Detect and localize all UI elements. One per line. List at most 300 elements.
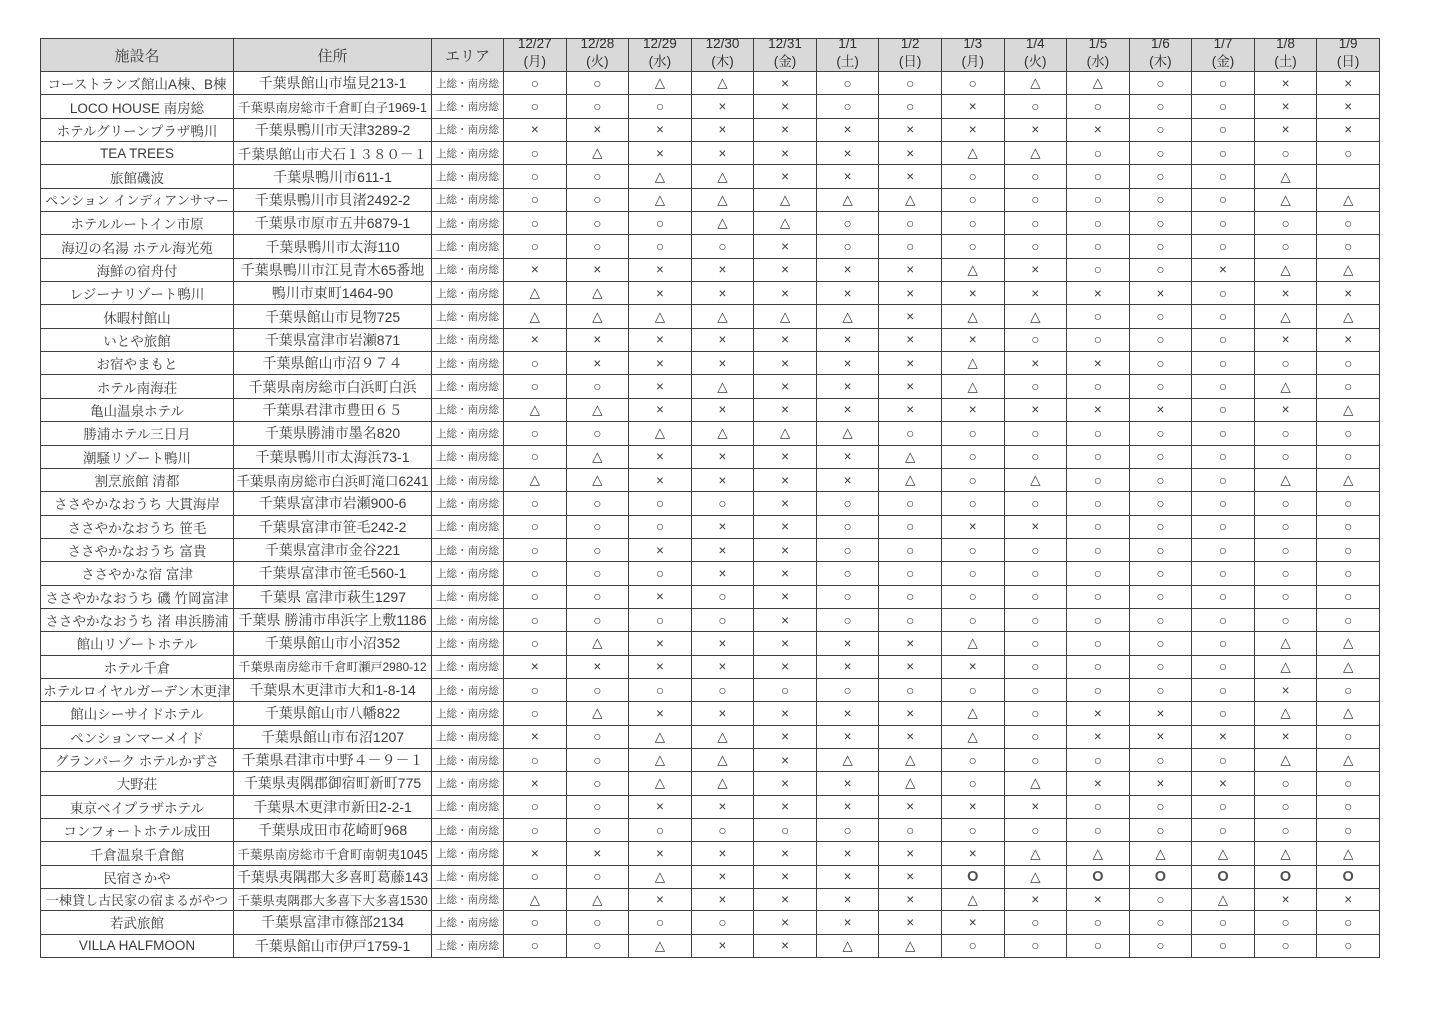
- availability-cell: △: [629, 422, 692, 445]
- availability-cell: ×: [754, 842, 817, 865]
- facility-name-cell: [41, 842, 234, 865]
- facility-name-cell-text: ペンション インディアンサマー: [45, 193, 229, 209]
- availability-cell: ×: [754, 118, 817, 141]
- availability-cell: ×: [691, 538, 754, 561]
- area-cell-text: 上総・南房総: [436, 497, 499, 510]
- availability-cell: ×: [1317, 328, 1380, 351]
- availability-cell: ×: [754, 608, 817, 631]
- availability-cell: ○: [1004, 585, 1067, 608]
- availability-cell: ○: [1067, 375, 1130, 398]
- availability-cell: ×: [629, 468, 692, 491]
- facility-name-cell-text: レジーナリゾート鴨川: [69, 287, 205, 303]
- availability-cell: ×: [879, 842, 942, 865]
- availability-cell: ×: [691, 865, 754, 888]
- availability-cell: ○: [1129, 934, 1192, 957]
- day-of-week-label: (月): [523, 54, 547, 69]
- availability-cell: ○: [1192, 282, 1255, 305]
- availability-cell: ×: [629, 375, 692, 398]
- availability-cell: △: [1192, 842, 1255, 865]
- address-cell-text: 千葉県館山市伊戸1759-1: [254, 937, 411, 954]
- date-label: 1/8: [1276, 38, 1295, 51]
- availability-cell: ○: [1129, 95, 1192, 118]
- date-header: [1254, 39, 1317, 72]
- area-cell-text: 上総・南房総: [436, 521, 499, 534]
- availability-cell: △: [504, 468, 567, 491]
- availability-cell: △: [691, 305, 754, 328]
- availability-cell: ×: [629, 282, 692, 305]
- facility-name-cell: [41, 865, 234, 888]
- availability-cell: ×: [754, 72, 817, 95]
- availability-cell: ○: [879, 515, 942, 538]
- facility-row: [41, 562, 1380, 585]
- availability-cell: ×: [1004, 515, 1067, 538]
- area-cell-text: 上総・南房総: [436, 916, 499, 929]
- availability-cell: ○: [816, 819, 879, 842]
- facility-row: [41, 142, 1380, 165]
- availability-cell: ○: [1004, 748, 1067, 771]
- facility-name-cell: [41, 655, 234, 678]
- availability-cell: △: [941, 352, 1004, 375]
- availability-cell: ○: [1129, 422, 1192, 445]
- availability-cell: ×: [629, 585, 692, 608]
- availability-cell: ○: [1129, 235, 1192, 258]
- address-cell: [234, 842, 432, 865]
- area-cell-text: 上総・南房総: [436, 684, 499, 697]
- availability-cell: ○: [1129, 795, 1192, 818]
- availability-cell: ○: [629, 235, 692, 258]
- area-cell: [432, 398, 504, 421]
- address-cell-text: 千葉県鴨川市江見青木65番地: [240, 261, 425, 278]
- day-of-week-label: (月): [961, 54, 984, 69]
- area-cell-text: 上総・南房総: [436, 754, 499, 767]
- availability-cell: O: [1317, 865, 1380, 888]
- area-cell-text: 上総・南房総: [436, 707, 499, 720]
- availability-cell: ○: [1192, 445, 1255, 468]
- availability-cell: △: [816, 305, 879, 328]
- availability-cell: △: [1254, 702, 1317, 725]
- availability-cell: ×: [629, 352, 692, 375]
- availability-cell: ○: [879, 819, 942, 842]
- facility-name-cell: [41, 305, 234, 328]
- availability-cell: ○: [504, 445, 567, 468]
- availability-cell: ○: [1192, 492, 1255, 515]
- availability-cell: ×: [1317, 118, 1380, 141]
- availability-cell: ×: [879, 889, 942, 911]
- facility-row: [41, 795, 1380, 818]
- address-cell: [234, 235, 432, 258]
- availability-cell: ○: [1192, 655, 1255, 678]
- availability-cell: ○: [1192, 585, 1255, 608]
- availability-cell: ○: [566, 819, 629, 842]
- facility-name-cell: [41, 585, 234, 608]
- availability-cell: ○: [1067, 515, 1130, 538]
- availability-cell: ○: [1067, 212, 1130, 235]
- address-cell: [234, 865, 432, 888]
- availability-cell: ×: [1254, 118, 1317, 141]
- availability-cell: ○: [1192, 188, 1255, 211]
- area-cell: [432, 258, 504, 281]
- availability-cell: ○: [816, 95, 879, 118]
- availability-cell: ○: [1192, 562, 1255, 585]
- area-cell: [432, 725, 504, 748]
- availability-cell: ○: [504, 702, 567, 725]
- availability-cell: ○: [504, 865, 567, 888]
- area-cell: [432, 282, 504, 305]
- availability-cell: ×: [629, 142, 692, 165]
- availability-cell: ○: [1067, 422, 1130, 445]
- availability-cell: ○: [1192, 608, 1255, 631]
- address-cell: [234, 934, 432, 957]
- availability-cell: ○: [1192, 748, 1255, 771]
- availability-cell: △: [566, 398, 629, 421]
- availability-cell: ×: [504, 118, 567, 141]
- availability-cell: ○: [1129, 305, 1192, 328]
- address-cell: [234, 258, 432, 281]
- availability-cell: ○: [1004, 188, 1067, 211]
- availability-cell: ×: [1004, 118, 1067, 141]
- availability-cell: ○: [1192, 95, 1255, 118]
- availability-cell: ○: [941, 819, 1004, 842]
- availability-cell: △: [1317, 258, 1380, 281]
- availability-cell: ×: [691, 842, 754, 865]
- address-cell-text: 千葉県館山市八幡822: [264, 705, 401, 722]
- availability-cell: △: [1254, 188, 1317, 211]
- address-cell: [234, 72, 432, 95]
- availability-cell: ○: [1067, 235, 1130, 258]
- area-cell: [432, 748, 504, 771]
- table-header: [41, 39, 1380, 72]
- availability-cell: ○: [1004, 422, 1067, 445]
- availability-cell: △: [504, 305, 567, 328]
- day-of-week-label: (金): [773, 54, 797, 69]
- availability-cell: ○: [1192, 352, 1255, 375]
- address-cell-text: 千葉県南房総市千倉町瀬戸2980-12: [238, 660, 427, 675]
- availability-cell: △: [691, 165, 754, 188]
- address-cell-text: 千葉県夷隅郡御宿町新町775: [243, 775, 422, 792]
- availability-cell: ○: [1067, 258, 1130, 281]
- availability-cell: ×: [1004, 282, 1067, 305]
- availability-cell: ○: [1067, 934, 1130, 957]
- area-cell: [432, 352, 504, 375]
- address-cell-text: 千葉県勝浦市墨名820: [264, 425, 401, 442]
- facility-name-cell-text: ホテルグリーンプラザ鴨川: [56, 123, 218, 139]
- availability-cell: △: [1004, 72, 1067, 95]
- availability-cell: ×: [1067, 702, 1130, 725]
- availability-cell: ×: [1004, 889, 1067, 911]
- availability-cell: ○: [1004, 235, 1067, 258]
- availability-cell: ×: [879, 398, 942, 421]
- facility-row: [41, 118, 1380, 141]
- facility-row: [41, 772, 1380, 795]
- availability-cell: △: [1067, 842, 1130, 865]
- availability-cell: ×: [691, 142, 754, 165]
- availability-cell: ×: [691, 282, 754, 305]
- address-cell-text: 千葉県館山市沼９７４: [262, 355, 403, 372]
- facility-row: [41, 492, 1380, 515]
- availability-cell: △: [879, 188, 942, 211]
- availability-cell: ×: [1254, 328, 1317, 351]
- availability-cell: ×: [941, 911, 1004, 934]
- facility-name-cell-text: 一棟貸し古民家の宿まるがやつ: [45, 893, 228, 909]
- availability-cell: ×: [691, 632, 754, 655]
- facility-name-cell: [41, 702, 234, 725]
- availability-cell: ×: [629, 655, 692, 678]
- availability-cell: △: [879, 772, 942, 795]
- availability-cell: ×: [1129, 772, 1192, 795]
- availability-cell: ○: [1254, 212, 1317, 235]
- address-cell-text: 千葉県富津市笹毛242-2: [258, 518, 407, 535]
- availability-cell: ○: [879, 562, 942, 585]
- facility-name-cell-text: コンフォートホテル成田: [63, 824, 211, 840]
- address-cell: [234, 282, 432, 305]
- availability-cell: ○: [504, 795, 567, 818]
- availability-cell: △: [754, 188, 817, 211]
- facility-name-cell-text: ささやかなおうち 大貫海岸: [54, 497, 220, 513]
- date-header: [754, 39, 817, 72]
- area-cell: [432, 468, 504, 491]
- availability-cell: ×: [941, 655, 1004, 678]
- availability-cell: ×: [816, 468, 879, 491]
- area-cell-text: 上総・南房総: [436, 801, 499, 814]
- availability-cell: ○: [566, 212, 629, 235]
- availability-cell: ×: [879, 632, 942, 655]
- facility-name-cell: [41, 678, 234, 701]
- availability-cell: △: [1317, 398, 1380, 421]
- col-header-area: エリア: [432, 39, 504, 72]
- availability-cell: ○: [941, 678, 1004, 701]
- availability-cell: ○: [1067, 328, 1130, 351]
- facility-name-cell-text: ささやかなおうち 渚 串浜勝浦: [45, 614, 229, 630]
- facility-row: [41, 398, 1380, 421]
- date-header: [816, 39, 879, 72]
- address-cell: [234, 352, 432, 375]
- facility-name-cell-text: ホテルルートイン市原: [70, 217, 204, 233]
- facility-name-cell-text: 海辺の名湯 ホテル海光苑: [61, 240, 213, 256]
- date-header: [1317, 39, 1380, 72]
- availability-cell: ○: [1129, 655, 1192, 678]
- availability-cell: ○: [1004, 725, 1067, 748]
- availability-cell: ○: [566, 795, 629, 818]
- availability-cell: △: [691, 748, 754, 771]
- availability-cell: ○: [504, 352, 567, 375]
- address-cell-text: 千葉県富津市篠部2134: [260, 914, 405, 931]
- facility-row: [41, 235, 1380, 258]
- address-cell: [234, 515, 432, 538]
- address-cell: [234, 562, 432, 585]
- availability-cell: ○: [566, 562, 629, 585]
- facility-name-cell: [41, 492, 234, 515]
- availability-cell: ○: [1067, 445, 1130, 468]
- availability-cell: ×: [816, 725, 879, 748]
- availability-cell: ○: [1192, 468, 1255, 491]
- day-of-week-label: (日): [898, 54, 922, 69]
- availability-cell: ○: [504, 632, 567, 655]
- availability-cell: ○: [816, 562, 879, 585]
- availability-cell: ○: [1192, 702, 1255, 725]
- facility-name-cell-text: 割烹旅館 清都: [94, 474, 180, 490]
- availability-cell: ○: [1317, 352, 1380, 375]
- facility-name-cell: [41, 352, 234, 375]
- availability-cell: ○: [504, 188, 567, 211]
- area-cell: [432, 188, 504, 211]
- area-cell: [432, 632, 504, 655]
- availability-cell: ○: [504, 608, 567, 631]
- availability-cell: ○: [1254, 934, 1317, 957]
- availability-cell: ○: [1129, 118, 1192, 141]
- availability-cell: ×: [1317, 72, 1380, 95]
- availability-cell: ○: [504, 911, 567, 934]
- availability-cell: ○: [879, 72, 942, 95]
- availability-cell: ○: [1192, 632, 1255, 655]
- availability-cell: ○: [566, 608, 629, 631]
- availability-cell: △: [941, 725, 1004, 748]
- availability-cell: ○: [629, 911, 692, 934]
- area-cell: [432, 328, 504, 351]
- availability-cell: △: [566, 445, 629, 468]
- availability-cell: ○: [1192, 375, 1255, 398]
- address-cell-text: 千葉県成田市花崎町968: [257, 822, 408, 839]
- availability-cell: ×: [1254, 889, 1317, 911]
- availability-cell: ○: [1317, 608, 1380, 631]
- facility-name-cell-text: ささやかなおうち 笹毛: [67, 520, 207, 536]
- availability-cell: ○: [816, 212, 879, 235]
- availability-cell: ○: [566, 515, 629, 538]
- availability-cell: ×: [754, 468, 817, 491]
- availability-cell: △: [1254, 748, 1317, 771]
- availability-cell: △: [941, 632, 1004, 655]
- availability-cell: ○: [941, 445, 1004, 468]
- area-cell-text: 上総・南房総: [436, 311, 499, 324]
- availability-cell: O: [1254, 865, 1317, 888]
- availability-cell: ○: [754, 819, 817, 842]
- facility-row: [41, 352, 1380, 375]
- facility-name-cell-text: 亀山温泉ホテル: [90, 403, 184, 419]
- area-cell: [432, 772, 504, 795]
- area-cell: [432, 375, 504, 398]
- availability-cell: ○: [691, 585, 754, 608]
- availability-cell: ○: [566, 235, 629, 258]
- availability-cell: ×: [629, 118, 692, 141]
- availability-cell: ○: [1317, 492, 1380, 515]
- availability-cell: ×: [566, 328, 629, 351]
- availability-cell: ×: [629, 889, 692, 911]
- facility-row: [41, 258, 1380, 281]
- address-cell: [234, 118, 432, 141]
- availability-cell: ×: [754, 95, 817, 118]
- facility-name-cell: [41, 562, 234, 585]
- availability-cell: △: [629, 934, 692, 957]
- availability-cell: ○: [1129, 632, 1192, 655]
- availability-cell: △: [941, 702, 1004, 725]
- area-cell-text: 上総・南房総: [436, 124, 499, 137]
- availability-cell: ○: [566, 678, 629, 701]
- availability-cell: ○: [504, 538, 567, 561]
- address-cell: [234, 398, 432, 421]
- facility-row: [41, 375, 1380, 398]
- availability-cell: ○: [1067, 165, 1130, 188]
- facility-name-cell-text: LOCO HOUSE 南房総: [69, 100, 205, 116]
- area-cell-text: 上総・南房総: [436, 217, 499, 230]
- availability-cell: △: [1317, 702, 1380, 725]
- date-label: 1/3: [963, 38, 983, 51]
- availability-cell: ×: [1067, 772, 1130, 795]
- availability-cell: ×: [816, 865, 879, 888]
- availability-cell: ×: [1317, 282, 1380, 305]
- address-cell-text: 千葉県木更津市大和1-8-14: [249, 682, 416, 699]
- availability-cell: ×: [566, 842, 629, 865]
- availability-cell: ×: [754, 538, 817, 561]
- availability-cell: ×: [816, 258, 879, 281]
- availability-cell: ×: [754, 258, 817, 281]
- availability-cell: ×: [504, 772, 567, 795]
- availability-cell: △: [754, 212, 817, 235]
- availability-cell: ○: [879, 585, 942, 608]
- availability-cell: ×: [754, 375, 817, 398]
- availability-cell: ×: [1129, 725, 1192, 748]
- area-cell-text: 上総・南房総: [436, 171, 499, 184]
- date-header: [879, 39, 942, 72]
- facility-row: [41, 538, 1380, 561]
- availability-cell: ×: [754, 632, 817, 655]
- availability-cell: ×: [879, 305, 942, 328]
- availability-cell: ×: [1254, 678, 1317, 701]
- availability-cell: ×: [1317, 95, 1380, 118]
- availability-cell: ×: [816, 375, 879, 398]
- availability-cell: ×: [754, 865, 817, 888]
- availability-cell: ○: [1192, 538, 1255, 561]
- area-cell-text: 上総・南房総: [436, 591, 499, 604]
- availability-cell: ×: [1129, 398, 1192, 421]
- area-cell-text: 上総・南房総: [436, 940, 499, 953]
- address-cell: [234, 328, 432, 351]
- availability-cell: ○: [504, 515, 567, 538]
- availability-cell: ○: [1254, 608, 1317, 631]
- availability-cell: ○: [1129, 328, 1192, 351]
- availability-cell: ×: [816, 889, 879, 911]
- availability-cell: ○: [504, 212, 567, 235]
- availability-cell: ×: [1004, 795, 1067, 818]
- availability-cell: ×: [879, 795, 942, 818]
- availability-cell: ○: [1129, 375, 1192, 398]
- availability-cell: ×: [629, 398, 692, 421]
- availability-cell: ×: [1067, 352, 1130, 375]
- col-header-facility-name: 施設名: [41, 39, 234, 72]
- address-cell-text: 千葉県君津市豊田６５: [262, 401, 403, 418]
- address-cell-text: 千葉県 富津市萩生1297: [258, 588, 407, 605]
- availability-cell: ○: [1317, 235, 1380, 258]
- availability-cell: ○: [941, 772, 1004, 795]
- availability-cell: △: [629, 748, 692, 771]
- area-cell-text: 上総・南房総: [436, 871, 499, 884]
- area-cell-text: 上総・南房総: [436, 241, 499, 254]
- area-cell-text: 上総・南房総: [436, 194, 499, 207]
- availability-cell: ○: [879, 235, 942, 258]
- availability-cell: △: [629, 188, 692, 211]
- availability-cell: △: [1129, 842, 1192, 865]
- availability-cell: ○: [629, 492, 692, 515]
- availability-cell: ○: [1004, 934, 1067, 957]
- availability-cell: ○: [566, 934, 629, 957]
- address-cell-text: 千葉県館山市小沼352: [264, 635, 401, 652]
- availability-cell: ×: [941, 795, 1004, 818]
- address-cell: [234, 538, 432, 561]
- facility-name-cell-text: 勝浦ホテル三日月: [83, 427, 191, 443]
- availability-cell: ×: [941, 398, 1004, 421]
- availability-cell: ×: [754, 725, 817, 748]
- address-cell-text: 千葉県南房総市白浜町滝口6241: [236, 474, 429, 490]
- address-cell-text: 千葉県館山市塩見213-1: [258, 75, 407, 92]
- address-cell: [234, 585, 432, 608]
